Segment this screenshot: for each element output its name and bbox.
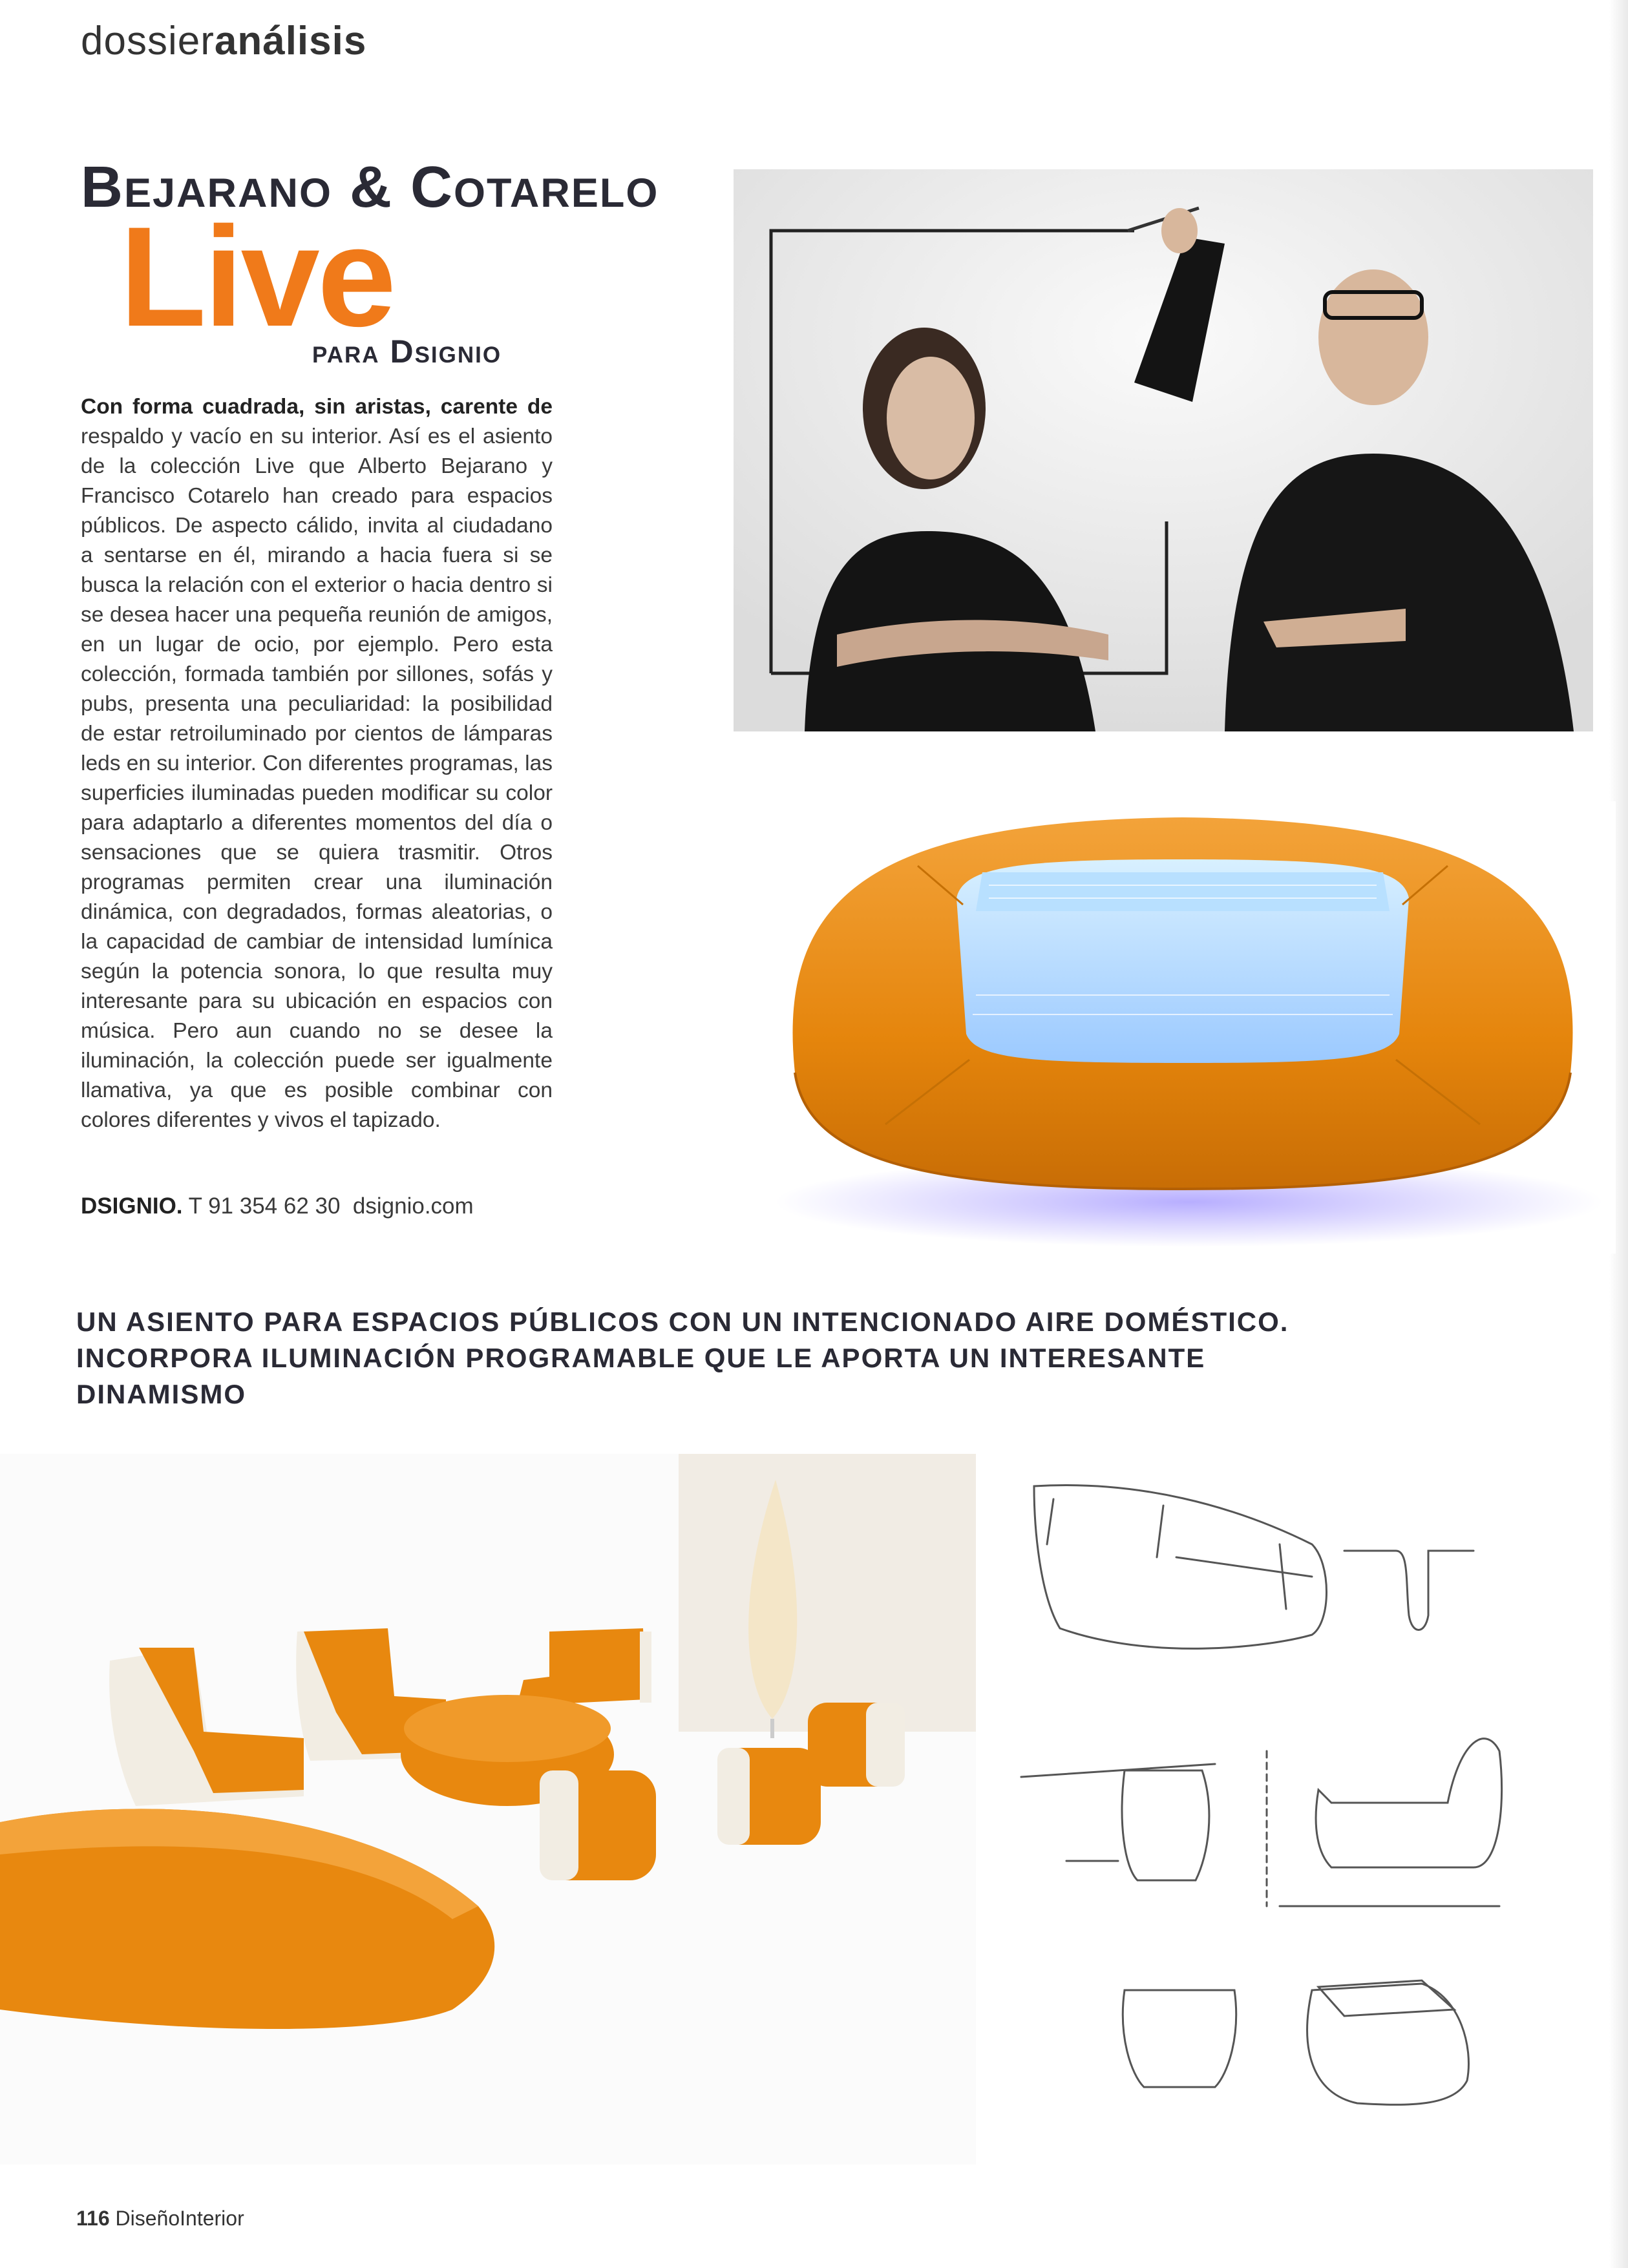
live-seat-render	[750, 801, 1616, 1254]
pull-quote-line-1: UN ASIENTO PARA ESPACIOS PÚBLICOS CON UN INTENCIONADO AIRE DOMÉSTICO.	[76, 1307, 1289, 1337]
design-sketches	[1008, 1467, 1577, 2165]
page-number: 116	[76, 2207, 110, 2230]
contact-phone: T 91 354 62 30	[188, 1193, 341, 1219]
article-product-title: Live	[120, 197, 394, 356]
contact-brand: DSIGNIO.	[81, 1193, 183, 1219]
pull-quote-line-2: INCORPORA ILUMINACIÓN PROGRAMABLE QUE LE APORTA UN INTERESANTE DINAMISMO	[76, 1343, 1206, 1409]
section-header-light: dossier	[81, 19, 215, 63]
section-header	[81, 18, 366, 64]
article-maker-subtitle: para Dsignio	[312, 333, 502, 370]
designers-portrait-photo	[734, 169, 1593, 731]
contact-line	[81, 1193, 474, 1219]
section-header-bold: análisis	[214, 19, 367, 63]
article-text: respaldo y vacío en su interior. Así es el asiento de la colección Live que Alberto Bejarano y Francisco Cotarelo han creado para espacios públicos. De aspecto cálido, invita al ciudadano a sentarse en él, mirando a hacia fuera si se busca la relación con el exterior o hacia dentro si se desea hacer una pequeña reunión de amigos, en un lugar de ocio, por ejemplo. Pero esta colección, formada también por sillones, sofás y pubs, presenta una peculiaridad: la posibilidad de estar retroiluminado por cientos de lámparas leds en su interior. Con diferentes programas, las superficies iluminadas pueden modificar su color para adaptarlo a diferentes momentos del día o sensaciones que se quiera trasmitir. Otros programas permiten crear una iluminación dinámica, con degradados, formas aleatorias, o la capacidad de cambiar de intensidad lumínica según la potencia sonora, lo que resulta muy interesante para su ubicación en espacios con música. Pero aun cuando no se desee la iluminación, la colección puede ser igualmente llamativa, ya que es posible combinar con colores diferentes y vivos el tapizado.	[81, 425, 553, 1132]
contact-web: dsignio.com	[352, 1193, 474, 1219]
page-folio	[76, 2207, 244, 2231]
article-body	[81, 392, 553, 1135]
pull-quote	[76, 1304, 1369, 1412]
magazine-name: DiseñoInterior	[115, 2207, 244, 2230]
lounge-collection-photo	[0, 1454, 976, 2165]
article-lead: Con forma cuadrada, sin aristas, carente de	[81, 395, 553, 419]
article-designers-title: Bejarano & Cotarelo	[81, 155, 659, 220]
